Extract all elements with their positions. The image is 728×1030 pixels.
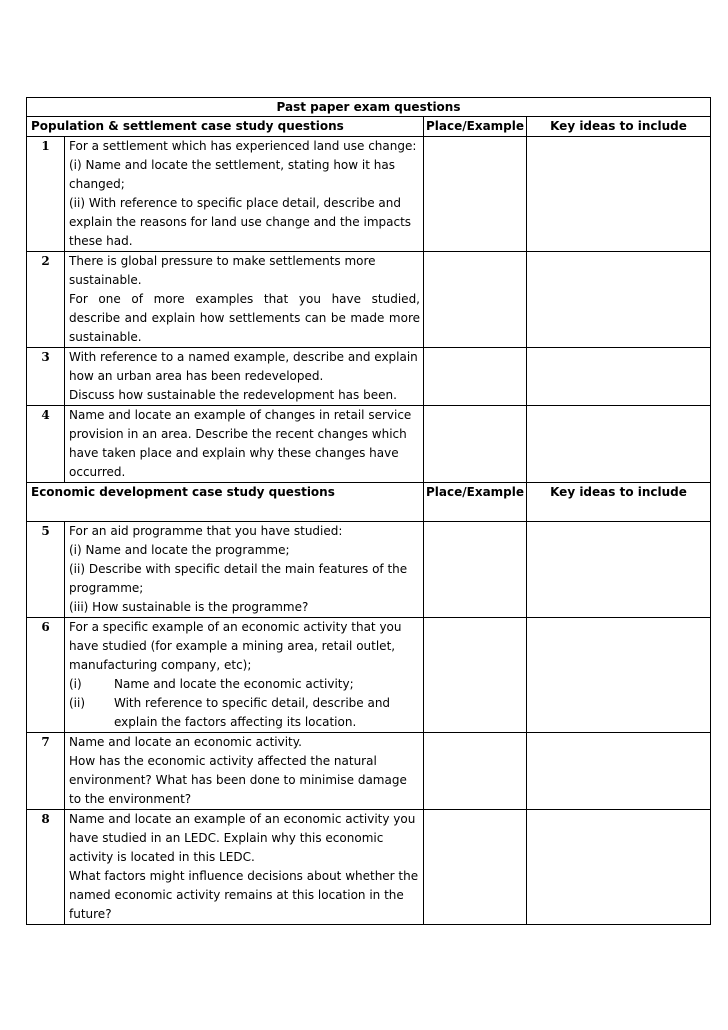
sub-question <box>69 675 420 694</box>
question-row <box>27 618 711 733</box>
question-line: Discuss how sustainable the redevelopment has been. <box>69 388 397 402</box>
key-ideas-cell[interactable] <box>527 252 711 348</box>
key-ideas-cell[interactable] <box>527 406 711 483</box>
question-line: How has the economic activity affected the natural environment? What has been done to minimise damage to the environment? <box>69 754 407 806</box>
question-number: 4 <box>27 406 65 483</box>
question-line: For an aid programme that you have studied: <box>69 524 343 538</box>
key-ideas-heading: Key ideas to include <box>527 117 711 137</box>
question-text <box>65 618 424 733</box>
question-line: For a settlement which has experienced land use change: <box>69 139 417 153</box>
section-heading-row <box>27 117 711 137</box>
question-line: With reference to a named example, describe and explain how an urban area has been redeveloped. <box>69 350 418 383</box>
question-line: (iii) How sustainable is the programme? <box>69 600 309 614</box>
question-number: 8 <box>27 810 65 925</box>
section-heading: Economic development case study questions <box>27 483 424 522</box>
question-line: Name and locate an economic activity. <box>69 735 302 749</box>
question-text <box>65 733 424 810</box>
sub-question-label: (i) <box>69 677 82 691</box>
place-example-heading: Place/Example <box>424 117 527 137</box>
place-example-cell[interactable] <box>424 137 527 252</box>
question-text <box>65 348 424 406</box>
question-row <box>27 348 711 406</box>
question-line: Name and locate an example of an economic activity you have studied in an LEDC. Explain why this economic activity is located in this LEDC. <box>69 812 416 864</box>
question-row <box>27 406 711 483</box>
question-line: (ii) With reference to specific place detail, describe and explain the reasons for land use change and the impacts these had. <box>69 196 412 248</box>
place-example-heading: Place/Example <box>424 483 527 522</box>
question-text <box>65 137 424 252</box>
question-number: 3 <box>27 348 65 406</box>
question-text <box>65 522 424 618</box>
question-row <box>27 252 711 348</box>
sub-question-label: (ii) <box>69 696 86 710</box>
question-row <box>27 733 711 810</box>
key-ideas-heading: Key ideas to include <box>527 483 711 522</box>
key-ideas-cell[interactable] <box>527 733 711 810</box>
question-line: There is global pressure to make settlements more sustainable. <box>69 254 376 287</box>
exam-questions-table <box>26 97 711 925</box>
question-row <box>27 522 711 618</box>
place-example-cell[interactable] <box>424 406 527 483</box>
question-number: 5 <box>27 522 65 618</box>
sub-question-text: Name and locate the economic activity; <box>114 677 354 691</box>
place-example-cell[interactable] <box>424 252 527 348</box>
sub-question <box>69 694 420 732</box>
key-ideas-cell[interactable] <box>527 348 711 406</box>
place-example-cell[interactable] <box>424 733 527 810</box>
section-heading: Population & settlement case study questions <box>27 117 424 137</box>
key-ideas-cell[interactable] <box>527 618 711 733</box>
place-example-cell[interactable] <box>424 618 527 733</box>
question-number: 7 <box>27 733 65 810</box>
question-line: (i) Name and locate the programme; <box>69 543 290 557</box>
question-number: 1 <box>27 137 65 252</box>
question-row <box>27 810 711 925</box>
question-line: Name and locate an example of changes in retail service provision in an area. Describe the recent changes which have taken place and explain why these changes have occurred. <box>69 408 412 479</box>
question-number: 6 <box>27 618 65 733</box>
key-ideas-cell[interactable] <box>527 810 711 925</box>
table-title: Past paper exam questions <box>27 98 711 117</box>
title-row <box>27 98 711 117</box>
section-heading-row <box>27 483 711 522</box>
place-example-cell[interactable] <box>424 810 527 925</box>
place-example-cell[interactable] <box>424 348 527 406</box>
question-row <box>27 137 711 252</box>
key-ideas-cell[interactable] <box>527 137 711 252</box>
question-line: For one of more examples that you have studied, describe and explain how settlements can be made more sustainable. <box>69 292 420 344</box>
key-ideas-cell[interactable] <box>527 522 711 618</box>
question-line: For a specific example of an economic activity that you have studied (for example a mining area, retail outlet, manufacturing company, etc); <box>69 620 402 672</box>
question-text <box>65 406 424 483</box>
question-line: What factors might influence decisions about whether the named economic activity remains at this location in the future? <box>69 869 419 921</box>
question-line: (ii) Describe with specific detail the main features of the programme; <box>69 562 408 595</box>
question-line: (i) Name and locate the settlement, stating how it has changed; <box>69 158 395 191</box>
sub-question-text: With reference to specific detail, describe and explain the factors affecting its location. <box>114 696 391 729</box>
place-example-cell[interactable] <box>424 522 527 618</box>
question-text <box>65 252 424 348</box>
question-number: 2 <box>27 252 65 348</box>
question-text <box>65 810 424 925</box>
